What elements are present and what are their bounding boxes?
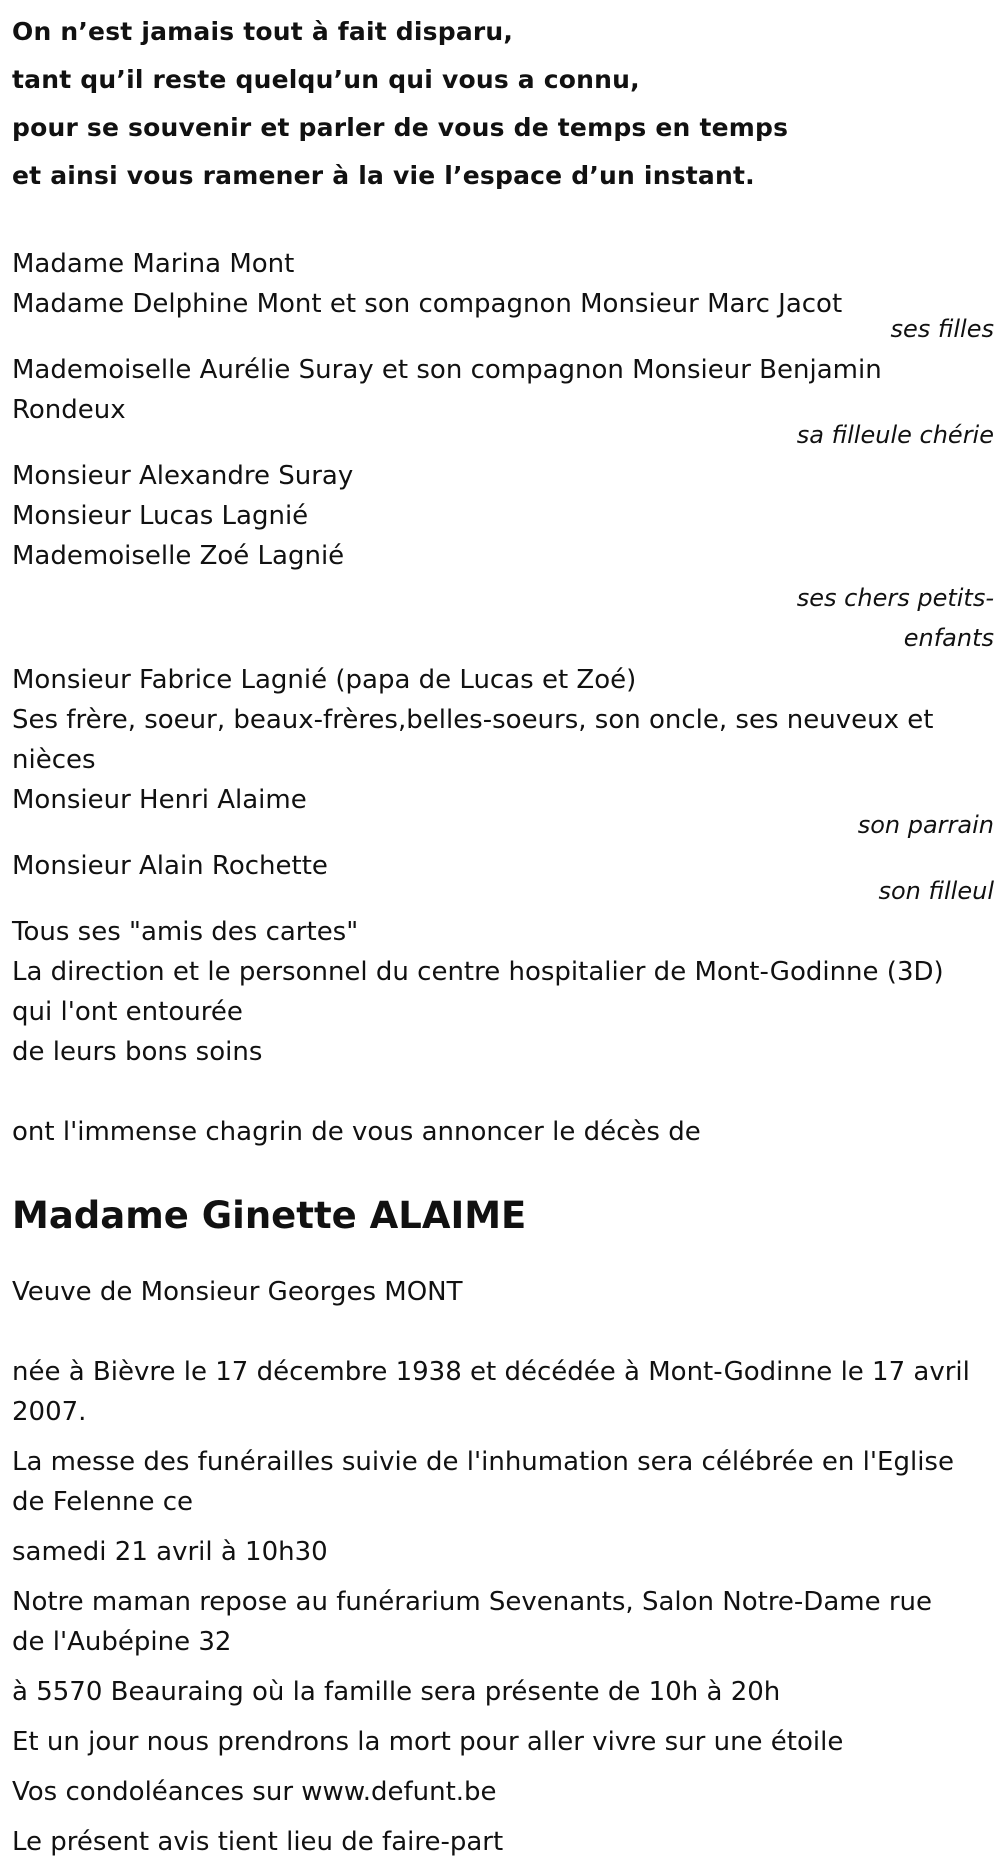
deceased-name: Madame Ginette ALAIME	[12, 1194, 527, 1237]
detail-paragraph	[12, 1352, 988, 1432]
relation-label	[12, 578, 994, 658]
family-list	[12, 244, 994, 1072]
relation-label: son parrain	[857, 811, 994, 839]
poem-line: tant qu’il reste quelqu’un qui vous a connu,	[12, 65, 640, 94]
detail-line: de Felenne ce	[12, 1487, 194, 1517]
family-name: Mademoiselle Zoé Lagnié	[12, 541, 345, 571]
detail-paragraph	[12, 1772, 988, 1812]
opening-poem	[12, 0, 988, 200]
family-group-goddaughter	[12, 350, 994, 454]
relation-label: ses filles	[890, 315, 994, 343]
announcement-text: ont l'immense chagrin de vous annoncer le décès de	[12, 1117, 701, 1147]
family-name: Monsieur Lucas Lagnié	[12, 501, 309, 531]
detail-line: Le présent avis tient lieu de faire-part	[12, 1827, 504, 1857]
family-name: qui l'ont entourée	[12, 997, 243, 1027]
family-group-relatives	[12, 660, 994, 844]
poem-line: et ainsi vous ramener à la vie l’espace d’un instant.	[12, 161, 755, 190]
family-name: de leurs bons soins	[12, 1037, 263, 1067]
relation-label: sa filleule chérie	[796, 421, 994, 449]
relation-label-line: enfants	[903, 624, 994, 652]
detail-paragraph	[12, 1442, 988, 1522]
family-name: Mademoiselle Aurélie Suray et son compagnon Monsieur Benjamin	[12, 355, 882, 385]
family-name: Madame Delphine Mont et son compagnon Monsieur Marc Jacot	[12, 289, 843, 319]
detail-line: Notre maman repose au funérarium Sevenants, Salon Notre-Dame rue	[12, 1587, 933, 1617]
detail-line: samedi 21 avril à 10h30	[12, 1537, 328, 1567]
family-group-others	[12, 912, 994, 1072]
family-name: Ses frère, soeur, beaux-frères,belles-soeurs, son oncle, ses neuveux et	[12, 705, 934, 735]
family-name: Monsieur Alexandre Suray	[12, 461, 354, 491]
detail-line: La messe des funérailles suivie de l'inhumation sera célébrée en l'Eglise	[12, 1447, 954, 1477]
family-group-grandchildren	[12, 456, 994, 658]
detail-line: Vos condoléances sur www.defunt.be	[12, 1777, 497, 1807]
detail-line: née à Bièvre le 17 décembre 1938 et décédée à Mont-Godinne le 17 avril	[12, 1357, 970, 1387]
detail-line: Et un jour nous prendrons la mort pour aller vivre sur une étoile	[12, 1727, 844, 1757]
family-group-godson	[12, 846, 994, 910]
widow-of: Veuve de Monsieur Georges MONT	[12, 1277, 463, 1307]
family-name: Monsieur Alain Rochette	[12, 851, 328, 881]
family-name: La direction et le personnel du centre hospitalier de Mont-Godinne (3D)	[12, 957, 944, 987]
detail-paragraph	[12, 1672, 988, 1712]
family-name: Monsieur Henri Alaime	[12, 785, 307, 815]
poem-line: pour se souvenir et parler de vous de temps en temps	[12, 113, 789, 142]
detail-paragraph	[12, 1582, 988, 1662]
poem-line: On n’est jamais tout à fait disparu,	[12, 17, 514, 46]
funeral-details	[12, 1352, 988, 1862]
detail-line: de l'Aubépine 32	[12, 1627, 232, 1657]
detail-line: 2007.	[12, 1397, 87, 1427]
detail-paragraph	[12, 1822, 988, 1862]
family-name: Rondeux	[12, 395, 126, 425]
family-name: Tous ses "amis des cartes"	[12, 917, 359, 947]
family-name: nièces	[12, 745, 96, 775]
family-group-daughters	[12, 244, 994, 348]
relation-label: son filleul	[878, 877, 994, 905]
family-name: Monsieur Fabrice Lagnié (papa de Lucas et Zoé)	[12, 665, 637, 695]
detail-paragraph	[12, 1722, 988, 1762]
detail-line: à 5570 Beauraing où la famille sera présente de 10h à 20h	[12, 1677, 781, 1707]
family-name: Madame Marina Mont	[12, 249, 295, 279]
detail-paragraph	[12, 1532, 988, 1572]
relation-label-line: ses chers petits-	[796, 584, 994, 612]
